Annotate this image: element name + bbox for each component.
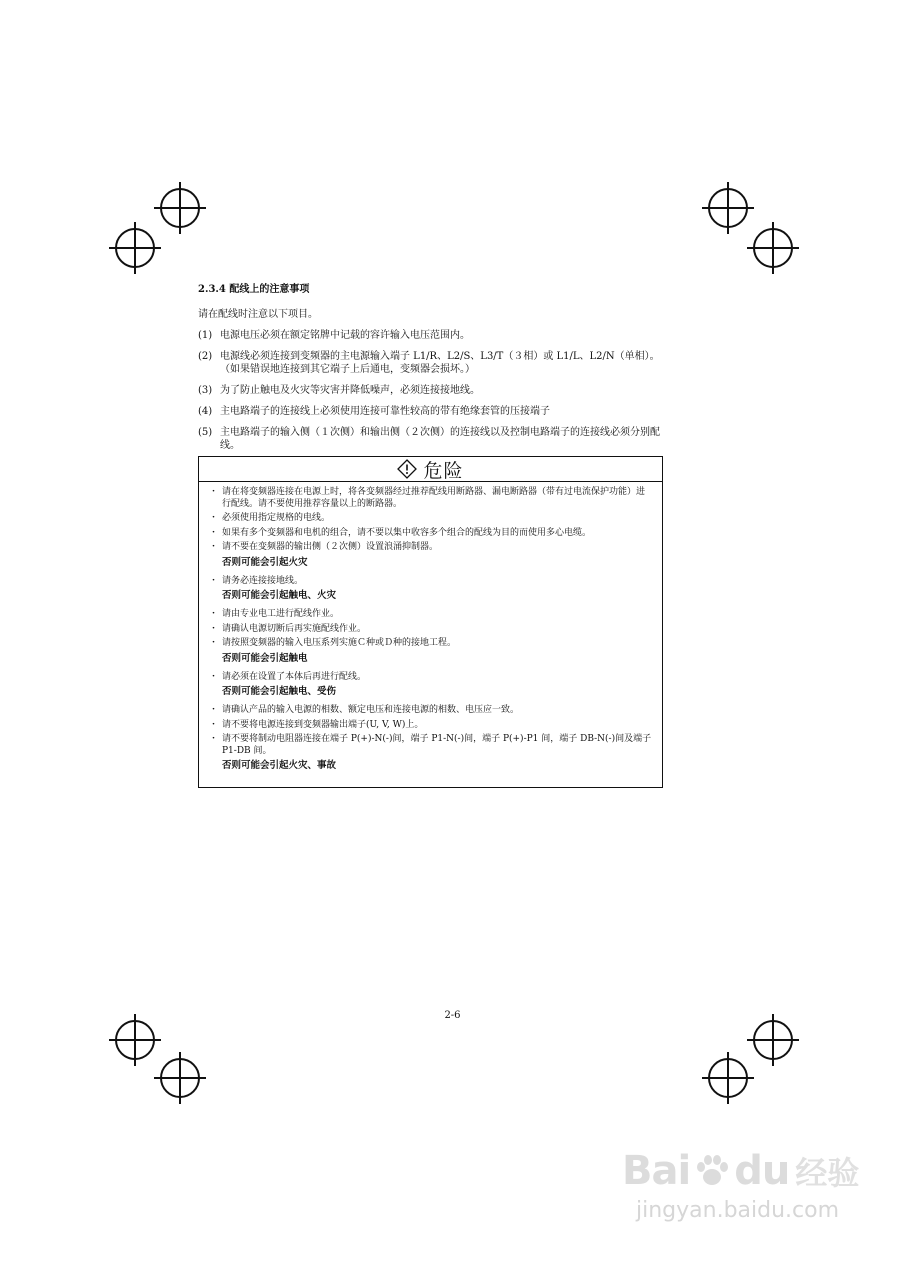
bullet-symbol: ・ xyxy=(209,513,219,523)
bullet-symbol: ・ xyxy=(209,638,219,648)
bullet-text: 请确认产品的输入电源的相数、额定电压和连接电源的相数、电压应一致。 xyxy=(222,705,520,715)
danger-bullet xyxy=(209,576,652,588)
paw-icon xyxy=(692,1151,732,1191)
danger-bullet xyxy=(209,734,652,757)
bullet-text: 必须使用指定规格的电线。 xyxy=(222,513,331,523)
bullet-symbol: ・ xyxy=(209,527,219,538)
watermark-brand-right: du xyxy=(734,1148,790,1194)
watermark-brand-cn: 经验 xyxy=(795,1154,860,1192)
bullet-symbol: ・ xyxy=(209,623,219,634)
crosshair-icon xyxy=(152,1050,208,1106)
bullet-symbol: ・ xyxy=(209,705,219,715)
danger-consequence: 否则可能会引起火灾、事故 xyxy=(222,760,337,771)
list-item xyxy=(198,384,664,397)
bullet-symbol: ・ xyxy=(209,487,219,497)
item-text: 为了防止触电及火灾等灾害并降低噪声，必须连接接地线。 xyxy=(220,385,480,396)
crosshair-icon xyxy=(107,220,163,276)
danger-bullet xyxy=(209,705,652,717)
item-number: (1) xyxy=(198,330,213,341)
baidu-watermark xyxy=(622,1148,882,1258)
bullet-symbol: ・ xyxy=(209,542,219,552)
item-text: 电源电压必须在额定铭牌中记载的容许输入电压范围内。 xyxy=(220,330,470,341)
bullet-text: 如果有多个变频器和电机的组合，请不要以集中收容多个组合的配线为目的而使用多心电缆。 xyxy=(222,527,592,538)
danger-group xyxy=(209,487,652,569)
item-number: (3) xyxy=(198,385,213,396)
danger-bullet xyxy=(209,638,652,650)
crosshair-icon xyxy=(700,1050,756,1106)
bullet-text: 请在将变频器连接在电源上时，将各变频器经过推荐配线用断路器、漏电断路器（带有过电流保护功能）进行配线。请不要使用推荐容量以上的断路器。 xyxy=(222,487,646,509)
danger-bullet xyxy=(209,609,652,621)
bullet-text: 请务必连接接地线。 xyxy=(222,575,304,586)
bullet-symbol: ・ xyxy=(209,734,219,744)
bullet-text: 请由专业电工进行配线作业。 xyxy=(222,609,340,619)
exclamation-diamond-icon xyxy=(397,459,417,479)
section-intro: 请在配线时注意以下项目。 xyxy=(198,309,318,320)
danger-bullet xyxy=(209,542,652,554)
list-item xyxy=(198,426,664,452)
danger-box xyxy=(198,456,663,788)
item-text: 主电路端子的输入侧（１次侧）和输出侧（２次侧）的连接线以及控制电路端子的连接线必须分别配线。 xyxy=(220,427,660,451)
bullet-text: 请确认电源切断后再实施配线作业。 xyxy=(222,623,367,634)
danger-group xyxy=(209,705,652,772)
page-number: 2-6 xyxy=(444,1010,461,1021)
danger-bullet xyxy=(209,528,652,540)
danger-consequence: 否则可能会引起火灾 xyxy=(222,556,308,568)
bullet-text: 请不要在变频器的输出侧（２次侧）设置浪涌抑制器。 xyxy=(222,542,439,552)
watermark-brand-left: Bai xyxy=(622,1148,691,1194)
danger-group xyxy=(209,609,652,665)
item-text: 电源线必须连接到变频器的主电源输入端子 L1/R、L2/S、L3/T（３相）或 L1/L、L2/N（单相）。（如果错误地连接到其它端子上后通电，变频器会损坏。） xyxy=(220,351,660,375)
danger-body xyxy=(199,482,662,772)
item-text: 主电路端子的连接线上必须使用连接可靠性较高的带有绝缘套管的压接端子 xyxy=(220,406,550,417)
list-item xyxy=(198,329,664,342)
danger-consequence: 否则可能会引起触电、火灾 xyxy=(222,590,337,601)
danger-consequence: 否则可能会引起触电、受伤 xyxy=(222,686,337,697)
watermark-url: jingyan.baidu.com xyxy=(636,1198,840,1223)
bullet-text: 请不要将制动电阻器连接在端子 P(+)-N(-)间，端子 P1-N(-)间，端子 P(+)-P1 间，端子 DB-N(-)间及端子 P1-DB 间。 xyxy=(222,734,652,756)
section-title: 2.3.4 配线上的注意事项 xyxy=(198,284,310,295)
danger-bullet xyxy=(209,672,652,684)
bullet-text: 请必须在设置了本体后再进行配线。 xyxy=(222,671,367,682)
bullet-text: 请不要将电源连接到变频器输出端子(U, V, W)上。 xyxy=(222,719,424,730)
list-item xyxy=(198,405,664,418)
danger-header xyxy=(199,457,662,482)
bullet-symbol: ・ xyxy=(209,575,219,586)
item-number: (2) xyxy=(198,351,213,362)
danger-group xyxy=(209,576,652,603)
bullet-symbol: ・ xyxy=(209,719,219,730)
danger-bullet xyxy=(209,720,652,732)
danger-bullet xyxy=(209,513,652,525)
bullet-text: 请按照变频器的输入电压系列实施Ｃ种或Ｄ种的接地工程。 xyxy=(222,638,457,648)
item-number: (5) xyxy=(198,427,213,438)
section-content xyxy=(198,280,664,460)
bullet-symbol: ・ xyxy=(209,609,219,619)
danger-bullet xyxy=(209,624,652,636)
crosshair-icon xyxy=(745,220,801,276)
danger-group xyxy=(209,672,652,699)
bullet-symbol: ・ xyxy=(209,671,219,682)
danger-consequence: 否则可能会引起触电 xyxy=(222,652,308,664)
danger-title: 危险 xyxy=(423,459,464,482)
item-number: (4) xyxy=(198,406,213,417)
list-item xyxy=(198,350,664,376)
danger-bullet xyxy=(209,487,652,510)
